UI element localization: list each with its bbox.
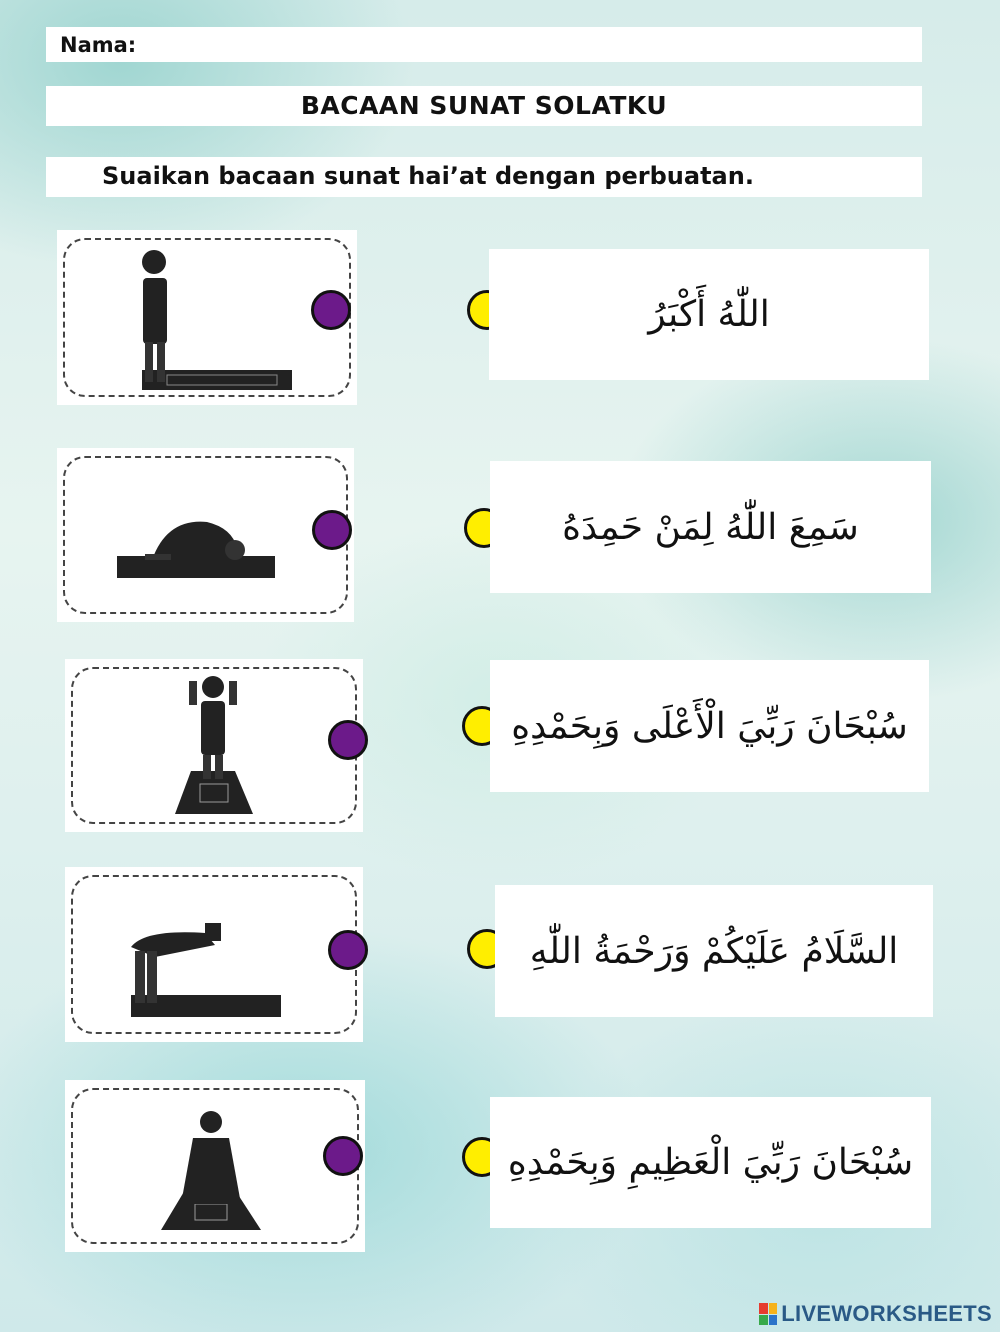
sitting-figure-icon	[65, 1080, 365, 1252]
left-match-dot-3[interactable]	[328, 720, 368, 760]
rukuk-figure-icon	[65, 867, 363, 1042]
picture-card-sujud	[57, 448, 354, 622]
left-match-dot-1[interactable]	[311, 290, 351, 330]
left-match-dot-5[interactable]	[323, 1136, 363, 1176]
picture-card-sitting	[65, 1080, 365, 1252]
reading-box-3: سُبْحَانَ رَبِّيَ الْأَعْلَى وَبِحَمْدِهِ	[490, 660, 929, 792]
name-label: Nama:	[60, 33, 137, 57]
instruction-text: Suaikan bacaan sunat hai’at dengan perbuatan.	[46, 157, 922, 197]
reading-box-2: سَمِعَ اللّٰهُ لِمَنْ حَمِدَهُ	[490, 461, 931, 593]
sujud-figure-icon	[57, 448, 354, 622]
takbir-figure-icon	[65, 659, 363, 832]
liveworksheets-logo-icon	[759, 1303, 777, 1325]
name-field	[46, 27, 922, 62]
brand-name: LIVEWORKSHEETS	[781, 1301, 992, 1326]
liveworksheets-brand	[759, 1302, 992, 1326]
picture-card-takbir	[65, 659, 363, 832]
reading-box-5: سُبْحَانَ رَبِّيَ الْعَظِيمِ وَبِحَمْدِهِ	[490, 1097, 931, 1228]
picture-card-rukuk	[65, 867, 363, 1042]
reading-box-1: اللّٰهُ أَكْبَرُ	[489, 249, 929, 380]
left-match-dot-2[interactable]	[312, 510, 352, 550]
left-match-dot-4[interactable]	[328, 930, 368, 970]
worksheet-title: BACAAN SUNAT SOLATKU	[46, 86, 922, 126]
reading-box-4: السَّلَامُ عَلَيْكُمْ وَرَحْمَةُ اللّٰهِ	[495, 885, 933, 1017]
